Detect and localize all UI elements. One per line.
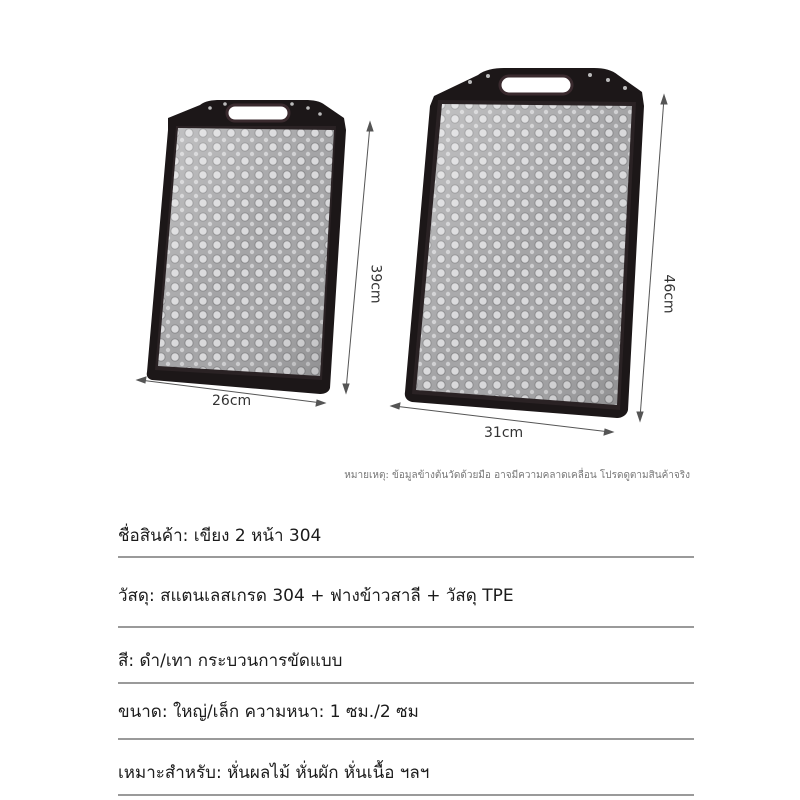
small-cutting-board bbox=[147, 100, 346, 394]
large-width-label: 31cm bbox=[484, 425, 524, 441]
divider bbox=[118, 738, 694, 740]
small-height-label: 39cm bbox=[367, 264, 384, 304]
spec-text: เหมาะสำหรับ: หั่นผลไม้ หั่นผัก หั่นเนื้อ ฯลฯ bbox=[118, 763, 430, 783]
divider bbox=[118, 682, 694, 684]
large-cutting-board bbox=[405, 68, 644, 418]
large-height-label: 46cm bbox=[660, 274, 677, 314]
spec-text: ขนาด: ใหญ่/เล็ก ความหนา: 1 ซม./2 ซม bbox=[118, 702, 419, 722]
spec-text: สี: ดำ/เทา กระบวนการขัดแบบ bbox=[118, 651, 343, 671]
divider bbox=[118, 626, 694, 628]
measurement-note: หมายเหตุ: ข้อมูลข้างต้นวัดด้วยมือ อาจมีความคลาดเคลื่อน โปรดดูตามสินค้าจริง bbox=[344, 470, 690, 481]
spec-text: ชื่อสินค้า: เขียง 2 หน้า 304 bbox=[118, 526, 322, 546]
small-width-label: 26cm bbox=[212, 393, 252, 409]
divider bbox=[118, 556, 694, 558]
spec-text: วัสดุ: สแตนเลสเกรด 304 + ฟางข้าวสาลี + วัสดุ TPE bbox=[118, 586, 514, 606]
divider bbox=[118, 794, 694, 796]
